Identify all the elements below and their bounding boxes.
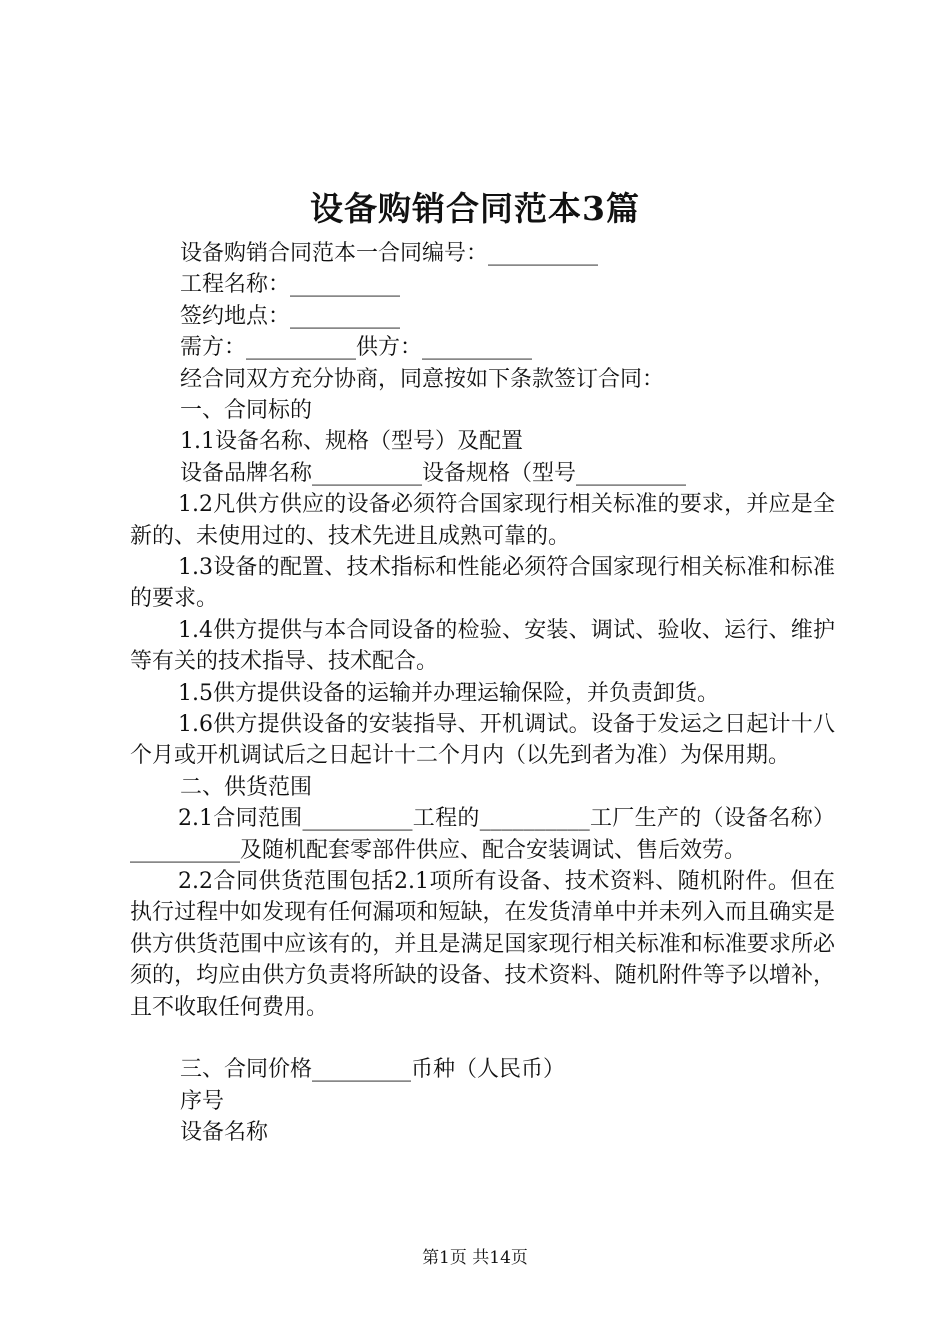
table-col-number: 序号 (180, 1088, 225, 1114)
section-1-heading: 一、合同标的 (180, 397, 313, 423)
clause-1-5: 1.5供方提供设备的运输并办理运输保险，并负责卸货。 (178, 680, 719, 706)
section-2-heading: 二、供货范围 (180, 774, 313, 800)
clause-1-1: 1.1设备名称、规格（型号）及配置 (180, 429, 523, 455)
clause-2-2: 2.2合同供货范围包括2.1项所有设备、技术资料、随机附件。但在执行过程中如发现有任何漏项和短缺，在发货清单中并未列入而且确实是供方供货范围中应该有的，并且是满足国家现行相关标准和标准要求所必须的，均应由供方负责将所缺的设备、技术资料、随机附件等予以增补，且不收取任何费用。 (130, 868, 835, 1020)
project-name-line: 工程名称：__________ (180, 272, 401, 298)
clause-1-3: 1.3设备的配置、技术指标和性能必须符合国家现行相关标准和标准的要求。 (130, 554, 835, 612)
paragraph-gap (130, 1023, 835, 1054)
document-body (130, 238, 835, 1149)
clause-1-4: 1.4供方提供与本合同设备的检验、安装、调试、验收、运行、维护等有关的技术指导、技术配合。 (130, 617, 835, 675)
parties-line: 需方：__________供方：__________ (180, 335, 533, 361)
document-title: 设备购销合同范本3篇 (310, 189, 640, 228)
clause-2-1: 2.1合同范围__________工程的__________工厂生产的（设备名称）__________及随机配套零部件供应、配合安装调试、售后效劳。 (130, 806, 835, 863)
agreement-intro-line: 经合同双方充分协商，同意按如下条款签订合同： (180, 366, 665, 392)
contract-number-line: 设备购销合同范本一合同编号：__________ (180, 241, 599, 266)
clause-1-6: 1.6供方提供设备的安装指导、开机调试。设备于发运之日起计十八个月或开机调试后之日起计十二个月内（以先到者为准）为保用期。 (130, 711, 835, 769)
brand-spec-line: 设备品牌名称__________设备规格（型号__________ (180, 460, 687, 486)
signing-place-line: 签约地点：__________ (180, 303, 401, 329)
page-footer: 第1页 共14页 (422, 1248, 528, 1268)
section-3-heading: 三、合同价格_________币种（人民币） (180, 1057, 566, 1083)
clause-1-2: 1.2凡供方供应的设备必须符合国家现行相关标准的要求，并应是全新的、未使用过的、技术先进且成熟可靠的。 (130, 492, 835, 549)
table-col-equipment-name: 设备名称 (180, 1120, 269, 1146)
